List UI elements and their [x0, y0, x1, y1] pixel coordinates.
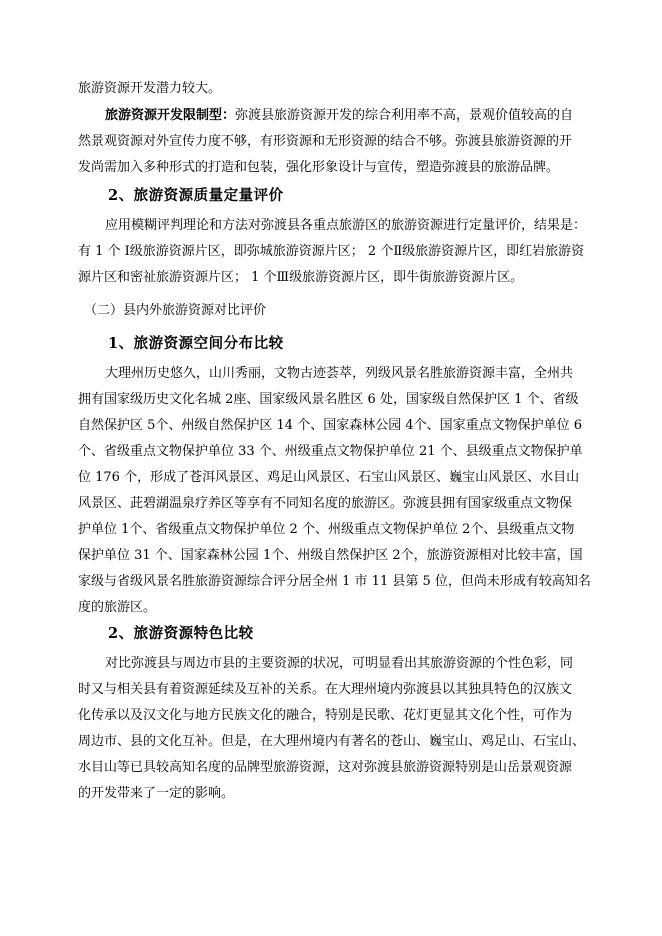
- feature-paragraph-line: 的开发带来了一定的影响。: [78, 786, 235, 801]
- spatial-paragraph-line: 拥有国家级历史文化名城 2座、国家级风景名胜区 6 处，国家级自然保护区 1 个、省级: [78, 392, 579, 407]
- spatial-paragraph-line: 度的旅游区。: [78, 600, 157, 615]
- quality-paragraph-line-2: 有 1 个 Ⅰ级旅游资源片区，即弥城旅游资源片区； 2 个Ⅱ级旅游资源片区，即红岩旅游资: [78, 244, 585, 259]
- feature-comparison-heading: 2、旅游资源特色比较: [108, 625, 254, 642]
- spatial-paragraph-line: 风景区、茈碧湖温泉疗养区等享有不同知名度的旅游区。弥渡县拥有国家级重点文物保: [78, 496, 573, 511]
- spatial-paragraph-line: 个、省级重点文物保护单位 33 个、州级重点文物保护单位 21 个、县级重点文物保护单: [78, 444, 583, 459]
- feature-paragraph-line: 水目山等已具较高知名度的品牌型旅游资源，这对弥渡县旅游资源特别是山岳景观资源: [78, 760, 573, 775]
- feature-paragraph-line: 时又与相关县有着资源延续及互补的关系。在大理州境内弥渡县以其独具特色的汉族文: [78, 682, 573, 697]
- feature-paragraph-line: 化传承以及汉文化与地方民族文化的融合，特别是民歌、花灯更显其文化个性，可作为: [78, 708, 573, 723]
- quality-paragraph-line-1: 应用模糊评判理论和方法对弥渡县各重点旅游区的旅游资源进行定量评价，结果是：: [105, 218, 587, 233]
- feature-paragraph-line: 周边市、县的文化互补。但是，在大理州境内有著名的苍山、巍宝山、鸡足山、石宝山、: [78, 734, 586, 749]
- spatial-paragraph-line: 家级与省级风景名胜旅游资源综合评分居全州 1 市 11 县第 5 位，但尚未形成有较高知名: [78, 574, 591, 589]
- constraint-paragraph-line-2: 然景观资源对外宣传力度不够，有形资源和无形资源的结合不够。弥渡县旅游资源的开: [78, 134, 573, 149]
- constraint-label: 旅游资源开发限制型：: [105, 108, 236, 123]
- spatial-paragraph-line: 保护单位 31 个、国家森林公园 1个、州级自然保护区 2个，旅游资源相对比较丰富，国: [78, 548, 583, 563]
- spatial-paragraph-line: 护单位 1个、省级重点文物保护单位 2 个、州级重点文物保护单位 2个、县级重点文物: [78, 522, 575, 537]
- feature-paragraph-line: 对比弥渡县与周边市县的主要资源的状况，可明显看出其旅游资源的个性色彩，同: [105, 656, 574, 671]
- spatial-paragraph-line: 位 176 个，形成了苍洱风景区、鸡足山风景区、石宝山风景区、巍宝山风景区、水目山: [78, 470, 580, 485]
- spatial-paragraph-line: 大理州历史悠久，山川秀丽，文物古迹荟萃，列级风景名胜旅游资源丰富，全州共: [105, 366, 574, 381]
- subsection-heading: （二）县内外旅游资源对比评价: [84, 303, 267, 318]
- spatial-paragraph-line: 自然保护区 5个、州级自然保护区 14 个、国家森林公园 4个、国家重点文物保护单位 6: [78, 418, 583, 433]
- constraint-paragraph-line-3: 发尚需加入多种形式的打造和包装，强化形象设计与宣传，塑造弥渡县的旅游品牌。: [78, 160, 560, 175]
- intro-line: 旅游资源开发潜力较大。: [78, 81, 222, 96]
- quality-evaluation-heading: 2、旅游资源质量定量评价: [108, 187, 284, 204]
- constraint-paragraph-line-1: [105, 103, 615, 129]
- quality-paragraph-line-3: 源片区和密祉旅游资源片区； 1 个Ⅲ级旅游资源片区，即牛街旅游资源片区。: [78, 270, 524, 285]
- spatial-distribution-heading: 1、旅游资源空间分布比较: [108, 335, 284, 352]
- constraint-text-1: 弥渡县旅游资源开发的综合利用率不高，景观价值较高的自: [235, 108, 574, 123]
